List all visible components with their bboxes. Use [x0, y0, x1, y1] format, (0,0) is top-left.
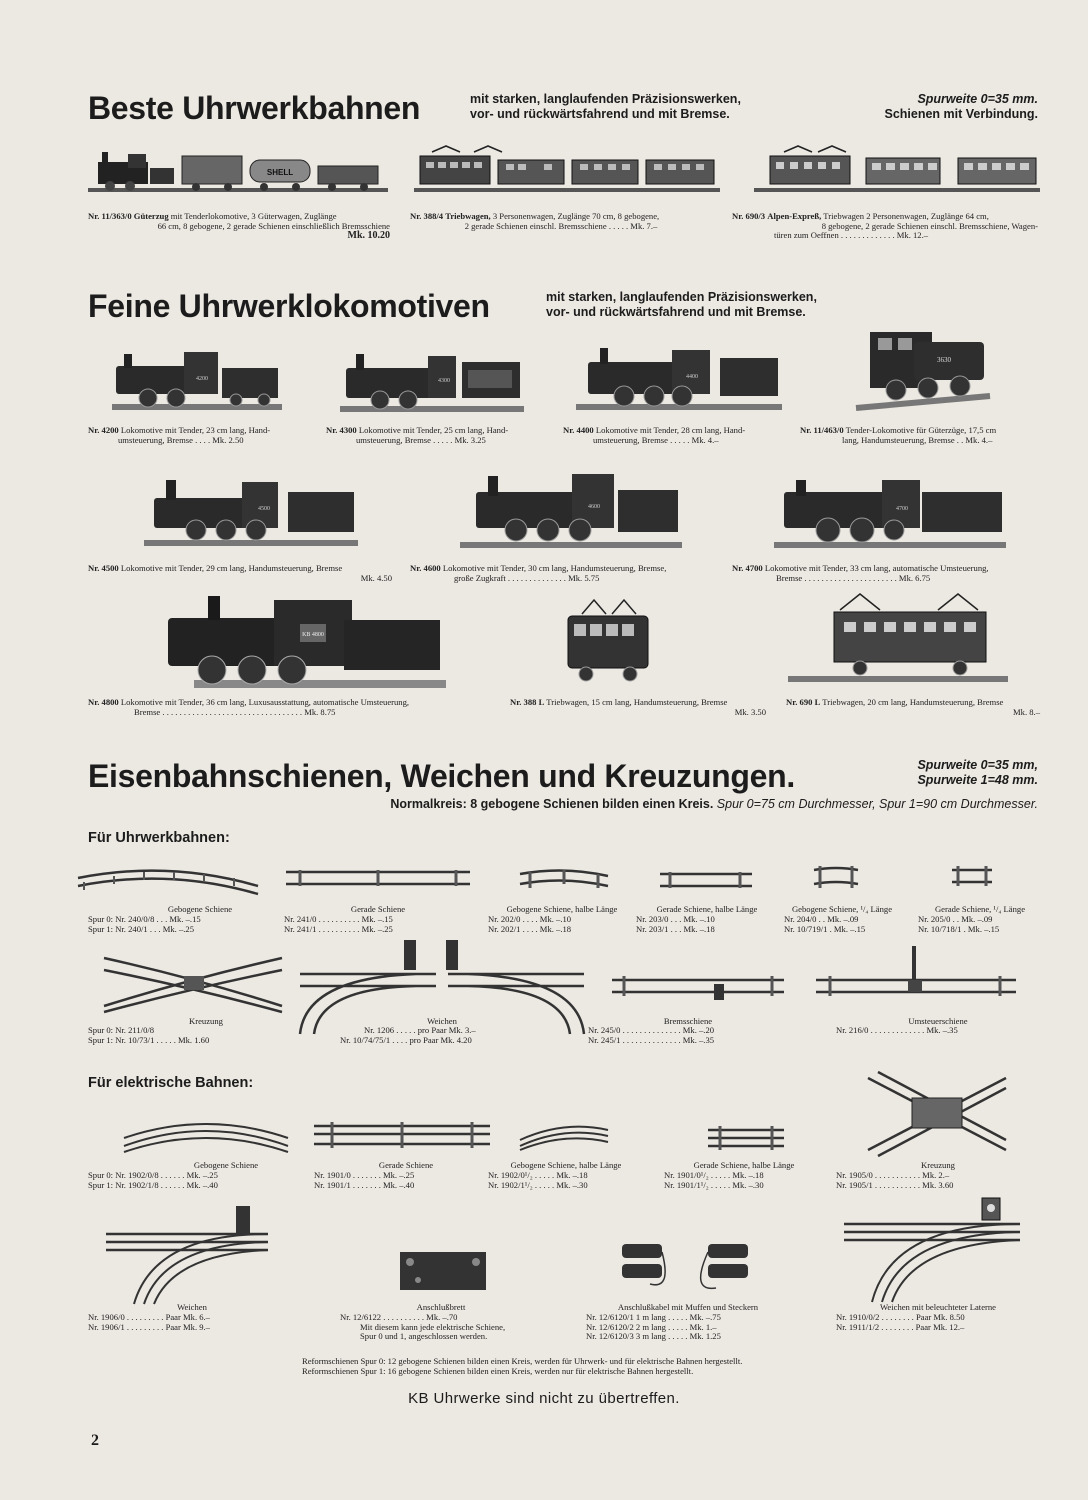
tank-label: SHELL: [266, 168, 294, 177]
spurweite-note: [917, 758, 1038, 788]
locomotive-4400-image: [576, 346, 782, 414]
track-prices: [586, 1313, 721, 1342]
track-prices: [836, 1313, 965, 1332]
section-subtitle: [470, 92, 741, 122]
track-prices: [664, 1171, 764, 1190]
track-prices: [488, 915, 571, 934]
spurweite-line: Spurweite 0=35 mm,: [917, 758, 1038, 772]
track-prices: [488, 1171, 588, 1190]
caption-line: Lokomotive mit Tender, 25 cm lang, Hand-: [356, 425, 509, 435]
product-caption: [800, 426, 996, 445]
alpen-express-image: [754, 146, 1040, 198]
price-line: Nr. 241/0 . . . . . . . . . . Mk. –.15: [284, 914, 393, 924]
track-label: Weichen: [427, 1016, 457, 1026]
track-label: Weichen: [177, 1302, 207, 1312]
item-number: Nr. 4400: [563, 425, 594, 435]
track-prices: [88, 915, 201, 934]
product-caption: [563, 426, 745, 445]
track-prices: [836, 1171, 953, 1190]
curved-half-track-image: [518, 866, 610, 896]
price-line: Spur 0: Nr. 240/0/8 . . . Mk. –.15: [88, 914, 201, 924]
loco-badge: KB 4800: [302, 632, 324, 638]
price-line: Nr. 12/6120/3 3 m lang . . . . . Mk. 1.25: [586, 1331, 721, 1342]
brake-track-image: [610, 972, 786, 1002]
item-number: Nr. 388 L: [510, 697, 545, 707]
heading-elektrisch: Für elektrische Bahnen:: [88, 1075, 254, 1091]
normalkreis-note: [390, 797, 1038, 812]
caption-line: Lokomotive mit Tender, 33 cm lang, automatische Umsteuerung,: [762, 563, 989, 573]
loco-badge: 4600: [588, 504, 600, 510]
price-line: Spur 0: Nr. 211/0/8: [88, 1025, 155, 1035]
slogan: KB Uhrwerke sind nicht zu übertreffen.: [408, 1390, 680, 1407]
electric-straight-half-track-image: [706, 1124, 786, 1154]
price-line: Nr. 10/719/1 . Mk. –.15: [784, 923, 866, 934]
item-number: Nr. 4200: [88, 425, 119, 435]
track-label: Gebogene Schiene, halbe Länge: [510, 1160, 622, 1170]
caption-line: Lokomotive mit Tender, 36 cm lang, Luxusausstattung, automatische Umsteuerung,: [118, 697, 410, 707]
track-prices: [314, 1171, 414, 1190]
item-number: Nr. 690 L: [786, 697, 821, 707]
track-label: Gerade Schiene: [378, 1160, 434, 1170]
electric-straight-track-image: [312, 1120, 492, 1150]
track-prices: [340, 1313, 505, 1342]
price-line: Spur 0: Nr. 1902/0/8 . . . . . . Mk. –.25: [88, 1170, 218, 1180]
gueterzug-image: [88, 150, 388, 200]
spurweite-note: [885, 92, 1039, 122]
price-line: Nr. 12/6120/2 2 m lang . . . . . Mk. 1.–: [586, 1321, 717, 1332]
price-line: Nr. 205/0 . . Mk. –.09: [918, 914, 993, 924]
track-label: Gerade Schiene, halbe Länge: [656, 904, 758, 914]
locomotive-4200-image: [112, 348, 282, 414]
track-prices: [340, 1026, 476, 1045]
caption-line: Mk. 4.50: [360, 572, 392, 583]
caption-line: 8 gebogene, 2 gerade Schienen einschl. Bremsschiene, Wagen-: [821, 220, 1038, 231]
caption-line: große Zugkraft . . . . . . . . . . . . . . Mk. 5.75: [454, 572, 600, 583]
item-name: Triebwagen,: [445, 211, 491, 221]
loco-badge: 3630: [937, 356, 951, 364]
track-label: Gerade Schiene: [350, 904, 406, 914]
price-line: Nr. 216/0 . . . . . . . . . . . . . Mk. –.35: [836, 1025, 958, 1035]
subtitle-line: vor- und rückwärtsfahrend und mit Bremse.: [470, 107, 730, 121]
section-title-uhrwerkbahnen: Beste Uhrwerkbahnen: [88, 90, 421, 126]
product-caption: [410, 212, 712, 231]
item-number: Nr. 4700: [732, 563, 763, 573]
section-title-schienen: Eisenbahnschienen, Weichen und Kreuzungen.: [88, 758, 795, 794]
track-prices: [88, 1026, 209, 1045]
track-label: Anschlußbrett: [416, 1302, 466, 1312]
connection-cable-image: [620, 1240, 770, 1300]
loco-badge: 4300: [438, 378, 450, 384]
price-line: Nr. 1906/1 . . . . . . . . . Paar Mk. 9.–: [88, 1321, 210, 1332]
item-name: Güterzug: [133, 211, 169, 221]
subtitle-line: mit starken, langlaufenden Präzisionswerken,: [546, 290, 817, 304]
product-caption: [88, 698, 409, 717]
spurweite-line: Spurweite 1=48 mm.: [917, 773, 1038, 787]
crossing-image: [100, 950, 286, 1012]
normalkreis-bold: Normalkreis: 8 gebogene Schienen bilden einen Kreis.: [390, 797, 714, 811]
spurweite-line: Spurweite 0=35 mm.: [917, 92, 1038, 106]
price-line: Nr. 202/1 . . . . Mk. –.18: [488, 923, 572, 934]
item-number: Nr. 4300: [326, 425, 357, 435]
caption-line: Lokomotive mit Tender, 28 cm lang, Hand-: [593, 425, 746, 435]
curved-quarter-track-image: [812, 862, 860, 892]
track-prices: [784, 915, 865, 934]
track-label: Kreuzung: [921, 1160, 955, 1170]
product-caption: [732, 564, 989, 583]
item-number: Nr. 388/4: [410, 211, 444, 221]
loco-badge: 4500: [258, 506, 270, 512]
reform-notes: [302, 1356, 742, 1376]
caption-line: Bremse . . . . . . . . . . . . . . . . . . . . . . . . . . . . . . . . . Mk. 8.75: [134, 706, 336, 717]
caption-line: Lokomotive mit Tender, 29 cm lang, Handumsteuerung, Bremse: [118, 563, 343, 573]
loco-badge: 4400: [686, 374, 698, 380]
track-label: Anschlußkabel mit Muffen und Steckern: [617, 1302, 759, 1312]
subtitle-line: mit starken, langlaufenden Präzisionswerken,: [470, 92, 741, 106]
price-line: Spur 1: Nr. 1902/1/8 . . . . . . Mk. –.40: [88, 1179, 218, 1190]
price-line: Spur 1: Nr. 10/73/1 . . . . . Mk. 1.60: [88, 1034, 210, 1045]
price-line: Spur 0 und 1, angeschlossen werden.: [360, 1331, 488, 1342]
price-line: Nr. 203/0 . . . Mk. –.10: [636, 914, 715, 924]
reform-note: Reformschienen Spur 0: 12 gebogene Schienen bilden einen Kreis, werden für Uhrwerk- und für elektrische Bahnen hergestellt.: [302, 1356, 743, 1366]
normalkreis-italic: Spur 0=75 cm Durchmesser, Spur 1=90 cm Durchmesser.: [713, 797, 1038, 811]
track-prices: [836, 1026, 958, 1036]
reversing-track-image: [814, 940, 1018, 1004]
price-line: Nr. 1206 . . . . . pro Paar Mk. 3.–: [364, 1025, 476, 1035]
price-line: Nr. 245/0 . . . . . . . . . . . . . . Mk. –.20: [588, 1025, 715, 1035]
straight-quarter-track-image: [950, 862, 994, 890]
track-label: Gebogene Schiene, halbe Länge: [506, 904, 618, 914]
triebwagen-train-image: [414, 146, 720, 198]
price-line: Spur 1: Nr. 240/1 . . . Mk. –.25: [88, 923, 194, 934]
price-line: Nr. 12/6120/1 1 m lang . . . . . Mk. –.75: [586, 1312, 721, 1322]
electric-curved-half-track-image: [518, 1118, 610, 1152]
section-title-lokomotiven: Feine Uhrwerklokomotiven: [88, 288, 490, 324]
track-label: Gebogene Schiene, ¹/₄ Länge: [791, 904, 893, 914]
price-line: Nr. 1905/1 . . . . . . . . . . . Mk. 3.60: [836, 1179, 954, 1190]
caption-line: lang, Handumsteuerung, Bremse . . Mk. 4.–: [842, 434, 993, 445]
reform-note: Reformschienen Spur 1: 16 gebogene Schienen bilden einen Kreis, werden nur für elektrische Bahnen hergestellt.: [302, 1366, 694, 1376]
product-caption: [88, 564, 392, 583]
track-prices: [588, 1026, 714, 1045]
locomotive-4800-image: [154, 596, 446, 698]
caption-line: Lokomotive mit Tender, 30 cm lang, Handumsteuerung, Bremse,: [440, 563, 667, 573]
price-line: Nr. 1901/0¹/₂ . . . . . Mk. –.18: [664, 1170, 764, 1180]
electric-crossing-image: [862, 1068, 1012, 1158]
product-caption: [732, 212, 1038, 241]
item-number: Nr. 11/363/0: [88, 211, 132, 221]
price-line: Nr. 1911/1/2 . . . . . . . . Paar Mk. 12.–: [836, 1321, 965, 1332]
caption-line: 2 gerade Schienen einschl. Bremsschiene . . . . . Mk. 7.–: [464, 220, 658, 231]
caption-line: türen zum Oeffnen . . . . . . . . . . . . . Mk. 12.–: [774, 230, 929, 241]
product-caption: [510, 698, 766, 717]
track-label: Kreuzung: [189, 1016, 223, 1026]
price-line: Nr. 1910/0/2 . . . . . . . . Paar Mk. 8.50: [836, 1312, 965, 1322]
caption-line: Lokomotive mit Tender, 23 cm lang, Hand-: [118, 425, 271, 435]
locomotive-4500-image: [144, 476, 358, 550]
price-line: Nr. 1901/0 . . . . . . . Mk. –.25: [314, 1170, 415, 1180]
curved-track-image: [74, 864, 262, 900]
loco-badge: 4700: [896, 506, 908, 512]
price-line: Nr. 10/74/75/1 . . . . pro Paar Mk. 4.20: [340, 1034, 472, 1045]
price-line: Nr. 10/718/1 . Mk. –.15: [918, 923, 1000, 934]
electric-switch-image: [104, 1204, 270, 1308]
price-line: Nr. 1902/1¹/₂ . . . . . Mk. –.30: [488, 1179, 588, 1190]
track-label: Gerade Schiene, ¹/₄ Länge: [934, 904, 1026, 914]
caption-line: 66 cm, 8 gebogene, 2 gerade Schienen einschließlich Bremsschiene: [157, 220, 390, 231]
track-label: Gebogene Schiene: [193, 1160, 259, 1170]
item-number: Nr. 11/463/0: [800, 425, 844, 435]
track-label: Bremsschiene: [663, 1016, 713, 1026]
price-line: Nr. 245/1 . . . . . . . . . . . . . . Mk. –.35: [588, 1034, 715, 1045]
price-line: Nr. 1902/0¹/₂ . . . . . Mk. –.18: [488, 1170, 588, 1180]
electric-curved-track-image: [120, 1116, 292, 1156]
subtitle-line: vor- und rückwärtsfahrend und mit Bremse.: [546, 305, 806, 319]
tender-locomotive-image: [856, 326, 990, 414]
track-prices: [88, 1313, 210, 1332]
item-number: Nr. 4500: [88, 563, 119, 573]
price-line: Nr. 202/0 . . . . Mk. –.10: [488, 914, 572, 924]
track-prices: [284, 915, 393, 934]
heading-uhrwerkbahnen: Für Uhrwerkbahnen:: [88, 830, 230, 846]
track-label: Gebogene Schiene: [167, 904, 233, 914]
caption-line: Triebwagen, 20 cm lang, Handumsteuerung, Bremse: [820, 697, 1004, 707]
track-label: Umsteuerschiene: [908, 1016, 968, 1026]
item-number: Nr. 4600: [410, 563, 441, 573]
price-line: Nr. 241/1 . . . . . . . . . . Mk. –.25: [284, 923, 393, 934]
caption-line: umsteuerung, Bremse . . . . Mk. 2.50: [118, 434, 244, 445]
item-number: Nr. 4800: [88, 697, 119, 707]
caption-line: Triebwagen 2 Personenwagen, Zuglänge 64 cm,: [821, 211, 989, 221]
price-line: Nr. 1901/1¹/₂ . . . . . Mk. –.30: [664, 1179, 764, 1190]
locomotive-4300-image: [340, 352, 524, 414]
item-number: Nr. 690/3: [732, 211, 766, 221]
track-label: Weichen mit beleuchteter Laterne: [880, 1302, 996, 1312]
item-price: Mk. 10.20: [347, 230, 390, 242]
track-prices: [636, 915, 715, 934]
price-line: Nr. 1901/1 . . . . . . . Mk. –.40: [314, 1179, 415, 1190]
caption-line: Bremse . . . . . . . . . . . . . . . . . . . . . . Mk. 6.75: [776, 572, 931, 583]
price-line: Nr. 1906/0 . . . . . . . . . Paar Mk. 6.–: [88, 1312, 210, 1322]
illuminated-switch-image: [842, 1194, 1022, 1306]
caption-line: mit Tenderlokomotive, 3 Güterwagen, Zuglänge: [168, 211, 337, 221]
product-caption: [88, 212, 390, 241]
caption-line: Mk. 3.50: [734, 706, 766, 717]
product-caption: [410, 564, 666, 583]
price-line: Nr. 12/6122 . . . . . . . . . . Mk. –.70: [340, 1312, 458, 1322]
straight-track-image: [284, 866, 472, 894]
straight-half-track-image: [658, 868, 754, 894]
product-caption: [326, 426, 508, 445]
caption-line: 3 Personenwagen, Zuglänge 70 cm, 8 gebogene,: [490, 211, 660, 221]
page-number: 2: [91, 1432, 99, 1449]
section-subtitle: [546, 290, 817, 320]
track-label: Gerade Schiene, halbe Länge: [693, 1160, 795, 1170]
track-prices: [88, 1171, 218, 1190]
locomotive-4700-image: [774, 478, 1006, 552]
price-line: Nr. 203/1 . . . Mk. –.18: [636, 923, 715, 934]
caption-line: Tender-Lokomotive für Güterzüge, 17,5 cm: [843, 425, 997, 435]
schienen-line: Schienen mit Verbindung.: [884, 107, 1038, 121]
caption-line: Triebwagen, 15 cm lang, Handumsteuerung, Bremse: [544, 697, 728, 707]
caption-line: Mk. 8.–: [1013, 706, 1040, 717]
caption-line: umsteuerung, Bremse . . . . . Mk. 3.25: [356, 434, 486, 445]
caption-line: umsteuerung, Bremse . . . . . Mk. 4.–: [593, 434, 719, 445]
connection-board-image: [398, 1248, 488, 1292]
product-caption: [786, 698, 1040, 717]
price-line: Nr. 204/0 . . Mk. –.09: [784, 914, 859, 924]
triebwagen-388l-image: [560, 596, 656, 688]
product-caption: [88, 426, 270, 445]
loco-badge: 4200: [196, 376, 208, 382]
price-line: Nr. 1905/0 . . . . . . . . . . . Mk. 2.–: [836, 1170, 950, 1180]
track-prices: [918, 915, 999, 934]
item-name: Alpen-Expreß,: [767, 211, 822, 221]
locomotive-4600-image: [460, 472, 682, 552]
triebwagen-690l-image: [788, 590, 1008, 690]
price-line: Mit diesem kann jede elektrische Schiene,: [360, 1321, 506, 1332]
